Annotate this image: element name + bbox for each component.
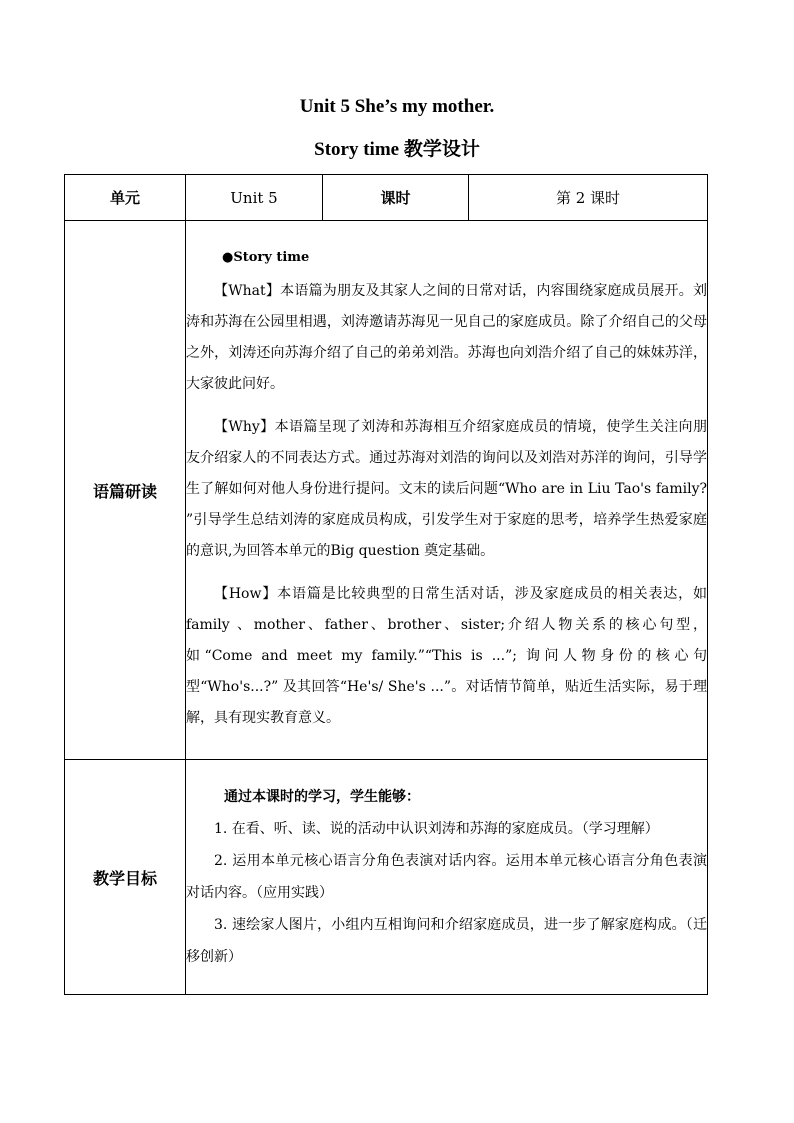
period-label: 课时 <box>323 175 469 221</box>
what-paragraph: 【What】本语篇为朋友及其家人之间的日常对话，内容围绕家庭成员展开。刘涛和苏海在公园里相遇，刘涛邀请苏海见一见自己的家庭成员。除了介绍自己的父母之外，刘涛还向苏海介绍了自己的弟弟刘浩。苏海也向刘浩介绍了自己的妹妹苏洋，大家彼此问好。 <box>186 283 707 392</box>
goals-label: 教学目标 <box>65 760 186 995</box>
goals-row <box>65 760 708 995</box>
analysis-label: 语篇研读 <box>65 221 186 760</box>
why-paragraph: 【Why】本语篇呈现了刘涛和苏海相互介绍家庭成员的情境，使学生关注向朋友介绍家人的不同表达方式。通过苏海对刘浩的询问以及刘浩对苏洋的询问，引导学生了解如何对他人身份进行提问。文末的读后问题“Who are in Liu Tao's family? ”引导学生总结刘涛的家庭成员构成，引发学生对于家庭的思考，培养学生热爱家庭的意识,为回答本单元的Big question 奠定基础。 <box>186 419 707 559</box>
lesson-plan-table <box>64 174 708 995</box>
analysis-row <box>65 221 708 760</box>
goals-content <box>186 760 708 995</box>
document-subtitle: Story time 教学设计 <box>314 139 480 160</box>
goal-item-3: 3. 速绘家人图片，小组内互相询问和介绍家庭成员，进一步了解家庭构成。（迁移创新） <box>186 917 707 965</box>
table-header-row <box>65 175 708 221</box>
unit-value: Unit 5 <box>186 175 323 221</box>
goal-item-2: 2. 运用本单元核心语言分角色表演对话内容。运用本单元核心语言分角色表演对话内容。（应用实践） <box>186 853 707 901</box>
story-heading: ●Story time <box>222 250 310 265</box>
period-value: 第 2 课时 <box>469 175 708 221</box>
analysis-content <box>186 221 708 760</box>
goals-intro: 通过本课时的学习，学生能够： <box>224 789 420 805</box>
document-title: Unit 5 She’s my mother. <box>299 96 495 117</box>
how-paragraph: 【How】本语篇是比较典型的日常生活对话，涉及家庭成员的相关表达，如 family 、mother、father、brother、sister;介绍人物关系的核心句型，如“Come and meet my family.”“This is ...”; 询问人物身份的核心句型“Who's...?” 及其回答“He's/ She's ...”。对话情节简单，贴近生活实际，易于理解，具有现实教育意义。 <box>186 586 707 726</box>
unit-label: 单元 <box>65 175 186 221</box>
goal-item-1: 1. 在看、听、读、说的活动中认识刘涛和苏海的家庭成员。（学习理解） <box>214 821 659 837</box>
